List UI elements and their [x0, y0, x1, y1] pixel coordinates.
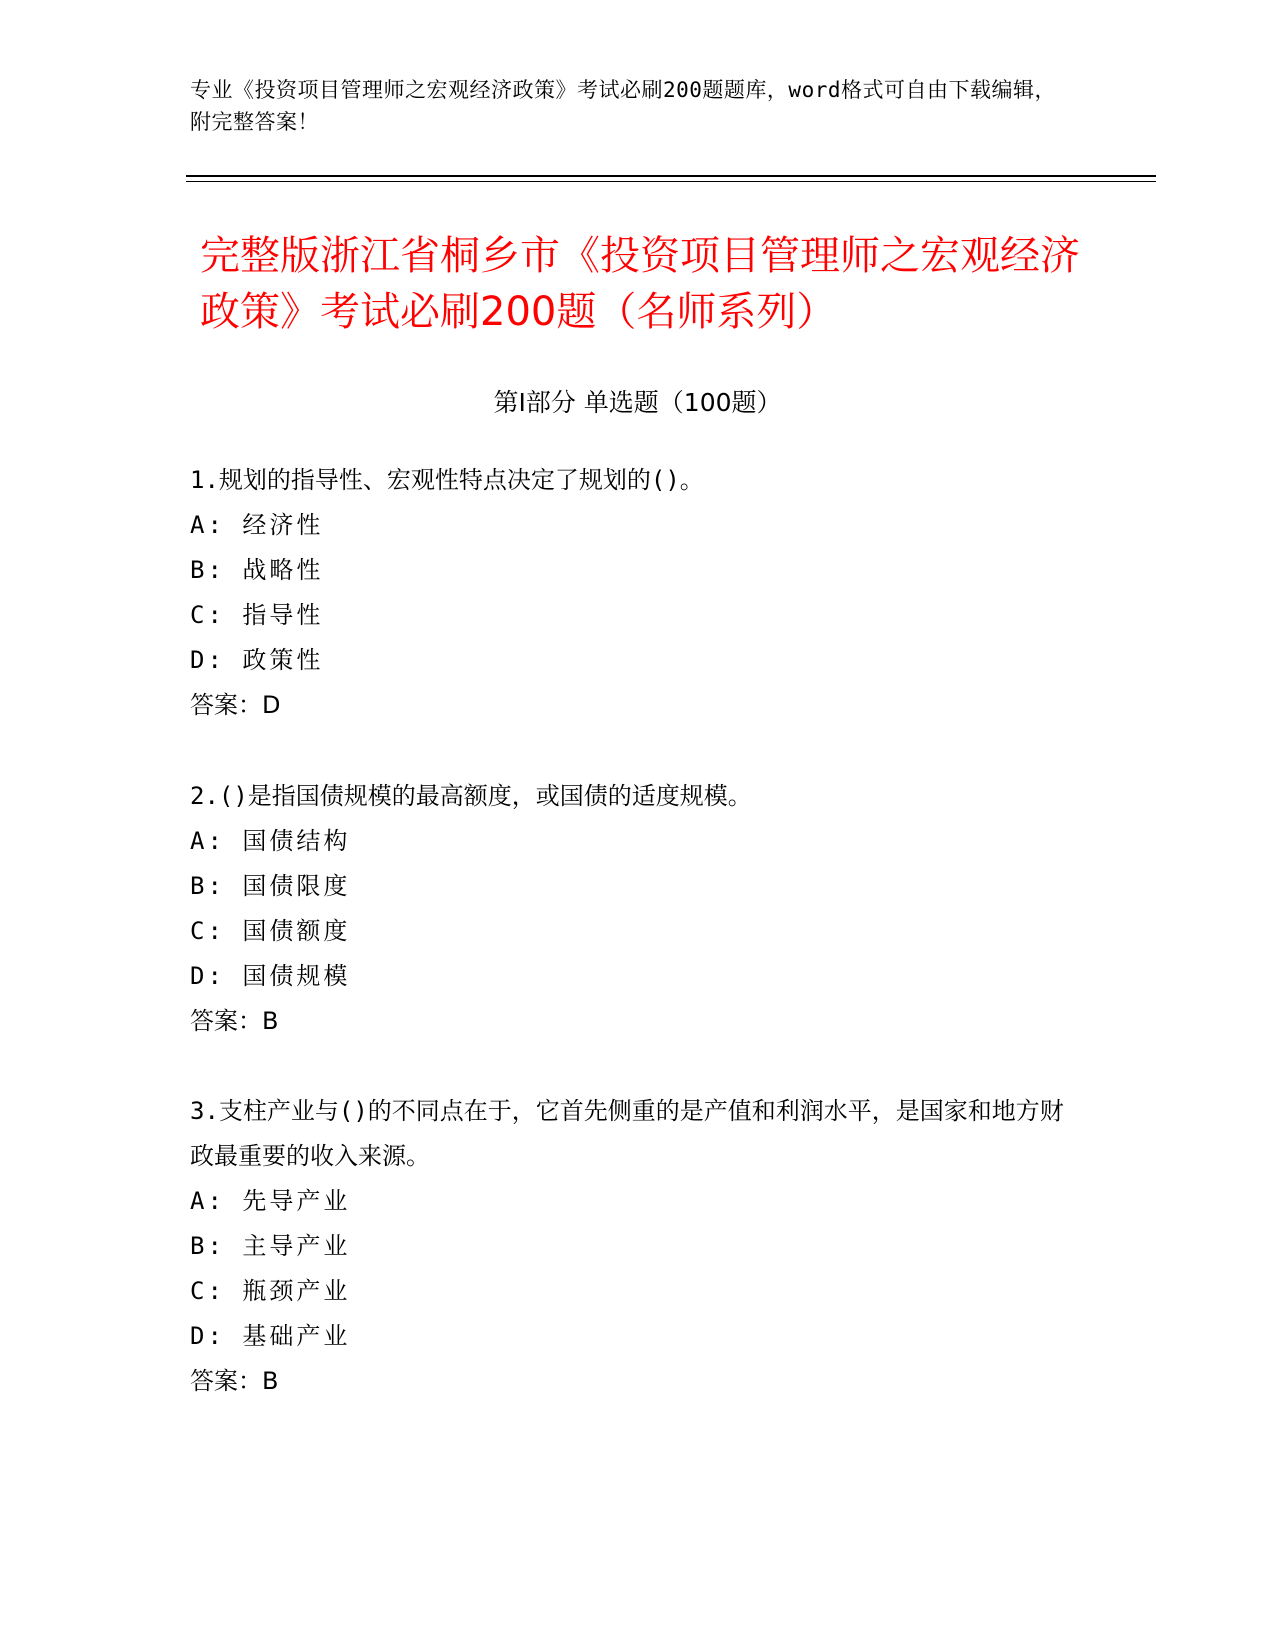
question-block [190, 1089, 1070, 1404]
option-b: B: 战略性 [190, 556, 324, 584]
answer-line: 答案：B [190, 1007, 279, 1035]
question-block [190, 774, 1070, 1044]
option-a: A: 先导产业 [190, 1187, 351, 1215]
option-c: C: 瓶颈产业 [190, 1277, 351, 1305]
option-a: A: 国债结构 [190, 827, 351, 855]
option-a: A: 经济性 [190, 511, 324, 539]
answer-line: 答案：B [190, 1367, 279, 1395]
option-d: D: 国债规模 [190, 962, 351, 990]
header-divider-thin [186, 181, 1156, 182]
option-d: D: 基础产业 [190, 1322, 351, 1350]
question-text: 1.规划的指导性、宏观性特点决定了规划的()。 [190, 466, 704, 494]
section-title: 第Ⅰ部分 单选题（100题） [493, 388, 782, 417]
option-b: B: 主导产业 [190, 1232, 351, 1260]
question-block [190, 458, 1070, 728]
question-text: 2.()是指国债规模的最高额度，或国债的适度规模。 [190, 782, 752, 810]
document-title: 完整版浙江省桐乡市《投资项目管理师之宏观经济政策》考试必刷200题（名师系列） [200, 233, 1080, 335]
question-text: 3.支柱产业与()的不同点在于，它首先侧重的是产值和利润水平，是国家和地方财政最重要的收入来源。 [190, 1097, 1064, 1170]
option-b: B: 国债限度 [190, 872, 351, 900]
option-c: C: 指导性 [190, 601, 324, 629]
header-note: 专业《投资项目管理师之宏观经济政策》考试必刷200题题库，word格式可自由下载编辑，附完整答案！ [190, 78, 1056, 134]
header-divider [186, 175, 1156, 177]
answer-line: 答案：D [190, 691, 281, 719]
option-d: D: 政策性 [190, 646, 324, 674]
option-c: C: 国债额度 [190, 917, 351, 945]
